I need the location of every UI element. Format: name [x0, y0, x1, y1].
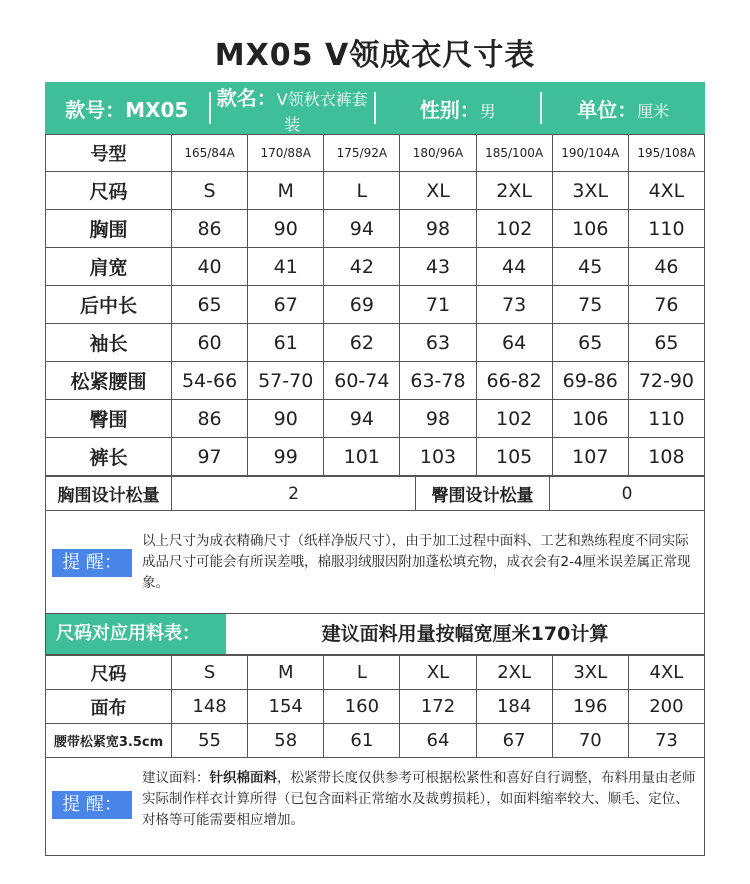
model-field	[45, 94, 209, 123]
name-value: V领秋衣裤套装	[276, 89, 368, 134]
table-row	[46, 690, 705, 724]
chest-ease-value: 2	[172, 477, 416, 511]
table-cell: 40	[172, 248, 248, 286]
fabric-reminder-text	[142, 768, 698, 831]
table-cell: 58	[248, 724, 324, 758]
hip-ease-value: 0	[550, 477, 705, 511]
model-value: MX05	[125, 97, 189, 122]
table-row	[46, 172, 705, 210]
table-cell: 148	[172, 690, 248, 724]
table-cell: 76	[628, 286, 704, 324]
table-cell: 46	[628, 248, 704, 286]
table-cell: 4XL	[628, 172, 704, 210]
row-label: 臀围	[46, 400, 172, 438]
table-cell: 190/104A	[552, 135, 628, 172]
table-row	[46, 210, 705, 248]
ease-table	[45, 476, 705, 511]
hip-ease-label: 臀围设计松量	[416, 477, 550, 511]
table-cell: 105	[476, 438, 552, 476]
fabric-hint: 建议面料用量按幅宽厘米170计算	[321, 623, 609, 645]
size-table	[45, 134, 705, 476]
table-cell: 71	[400, 286, 476, 324]
table-cell: 54-66	[172, 362, 248, 400]
table-cell: 73	[476, 286, 552, 324]
table-cell: 4XL	[628, 656, 704, 690]
table-cell: 200	[628, 690, 704, 724]
unit-field	[542, 94, 706, 123]
table-cell: 65	[552, 324, 628, 362]
table-cell: M	[248, 172, 324, 210]
table-cell: 61	[324, 724, 400, 758]
table-cell: S	[172, 656, 248, 690]
table-cell: 65	[628, 324, 704, 362]
table-cell: 175/92A	[324, 135, 400, 172]
table-cell: 102	[476, 210, 552, 248]
table-cell: 2XL	[476, 172, 552, 210]
table-cell: 43	[400, 248, 476, 286]
table-cell: 61	[248, 324, 324, 362]
unit-value: 厘米	[637, 101, 670, 121]
table-cell: 75	[552, 286, 628, 324]
table-cell: 99	[248, 438, 324, 476]
table-cell: 94	[324, 400, 400, 438]
fabric-label: 尺码对应用料表：	[46, 614, 226, 654]
table-cell: 70	[552, 724, 628, 758]
table-cell: 3XL	[552, 656, 628, 690]
unit-label: 单位：	[577, 97, 638, 122]
table-cell: 102	[476, 400, 552, 438]
table-cell: 73	[628, 724, 704, 758]
row-label: 号型	[46, 135, 172, 172]
table-row	[46, 724, 705, 758]
table-cell: 98	[400, 400, 476, 438]
fabric-note-body: ，松紧带长度仅供参考可根据松紧性和喜好自行调整，布料用量由老师实际制作样衣计算所得（已包含面料正常缩水及裁剪损耗），如面料缩率较大、顺毛、定位、对格等可能需要相应增加。	[142, 770, 696, 828]
table-row	[46, 477, 705, 511]
table-cell: 86	[172, 400, 248, 438]
divider	[209, 92, 211, 124]
table-cell: 103	[400, 438, 476, 476]
table-cell: 44	[476, 248, 552, 286]
table-cell: 69-86	[552, 362, 628, 400]
reminder-tag: 提 醒：	[52, 549, 132, 577]
row-label: 尺码	[46, 656, 172, 690]
chest-ease-label: 胸围设计松量	[46, 477, 172, 511]
fabric-reminder-note	[45, 758, 705, 856]
table-cell: 63	[400, 324, 476, 362]
header-bar	[45, 82, 705, 134]
table-cell: 64	[400, 724, 476, 758]
table-cell: 41	[248, 248, 324, 286]
table-cell: 180/96A	[400, 135, 476, 172]
table-cell: 184	[476, 690, 552, 724]
row-label: 袖长	[46, 324, 172, 362]
name-label: 款名：	[216, 85, 277, 110]
table-cell: 160	[324, 690, 400, 724]
table-cell: 67	[248, 286, 324, 324]
table-cell: 62	[324, 324, 400, 362]
table-row	[46, 286, 705, 324]
table-row	[46, 248, 705, 286]
table-cell: XL	[400, 656, 476, 690]
table-cell: 106	[552, 210, 628, 248]
model-label: 款号：	[65, 97, 126, 122]
table-cell: 90	[248, 400, 324, 438]
table-cell: 195/108A	[628, 135, 704, 172]
table-row	[46, 135, 705, 172]
table-cell: 66-82	[476, 362, 552, 400]
table-cell: 108	[628, 438, 704, 476]
table-cell: 2XL	[476, 656, 552, 690]
table-cell: 97	[172, 438, 248, 476]
table-cell: L	[324, 172, 400, 210]
fabric-prefix: 建议面料：	[142, 770, 210, 786]
row-label: 后中长	[46, 286, 172, 324]
row-label: 肩宽	[46, 248, 172, 286]
table-cell: XL	[400, 172, 476, 210]
table-cell: 90	[248, 210, 324, 248]
name-field	[211, 82, 375, 135]
table-cell: 72-90	[628, 362, 704, 400]
table-cell: 57-70	[248, 362, 324, 400]
table-cell: 60-74	[324, 362, 400, 400]
table-cell: 154	[248, 690, 324, 724]
table-row	[46, 324, 705, 362]
table-cell: 64	[476, 324, 552, 362]
table-cell: 110	[628, 210, 704, 248]
fabric-name: 针织棉面料	[209, 770, 277, 786]
table-cell: S	[172, 172, 248, 210]
table-cell: 3XL	[552, 172, 628, 210]
table-cell: 106	[552, 400, 628, 438]
table-cell: 42	[324, 248, 400, 286]
divider	[540, 92, 542, 124]
row-label: 裤长	[46, 438, 172, 476]
table-cell: 172	[400, 690, 476, 724]
gender-field	[376, 94, 540, 123]
table-cell: 165/84A	[172, 135, 248, 172]
table-cell: 170/88A	[248, 135, 324, 172]
table-cell: 45	[552, 248, 628, 286]
table-row	[46, 400, 705, 438]
table-cell: 55	[172, 724, 248, 758]
table-cell: 69	[324, 286, 400, 324]
table-cell: 86	[172, 210, 248, 248]
table-cell: 65	[172, 286, 248, 324]
fabric-table	[45, 655, 705, 758]
gender-label: 性别：	[419, 97, 480, 122]
table-cell: L	[324, 656, 400, 690]
page-title: MX05 V领成衣尺寸表	[214, 38, 536, 73]
row-label: 腰带松紧宽3.5cm	[46, 724, 172, 758]
row-label: 尺码	[46, 172, 172, 210]
divider	[374, 92, 376, 124]
reminder-note	[45, 511, 705, 614]
row-label: 面布	[46, 690, 172, 724]
table-row	[46, 362, 705, 400]
gender-value: 男	[479, 101, 496, 121]
row-label: 胸围	[46, 210, 172, 248]
size-chart	[45, 82, 705, 856]
table-cell: 185/100A	[476, 135, 552, 172]
table-cell: 63-78	[400, 362, 476, 400]
table-cell: 94	[324, 210, 400, 248]
reminder-text: 以上尺寸为成衣精确尺寸（纸样净版尺寸），由于加工过程中面料、工艺和熟练程度不同实际成品尺寸可能会有所误差哦，棉服羽绒服因附加蓬松填充物，成衣会有2-4厘米误差属正常现象。	[142, 533, 691, 591]
table-cell: M	[248, 656, 324, 690]
table-row	[46, 656, 705, 690]
table-cell: 60	[172, 324, 248, 362]
table-cell: 67	[476, 724, 552, 758]
table-cell: 196	[552, 690, 628, 724]
row-label: 松紧腰围	[46, 362, 172, 400]
table-cell: 98	[400, 210, 476, 248]
fabric-header	[45, 614, 705, 655]
table-row	[46, 438, 705, 476]
table-cell: 110	[628, 400, 704, 438]
table-cell: 101	[324, 438, 400, 476]
reminder-tag: 提 醒：	[52, 791, 132, 819]
table-cell: 107	[552, 438, 628, 476]
